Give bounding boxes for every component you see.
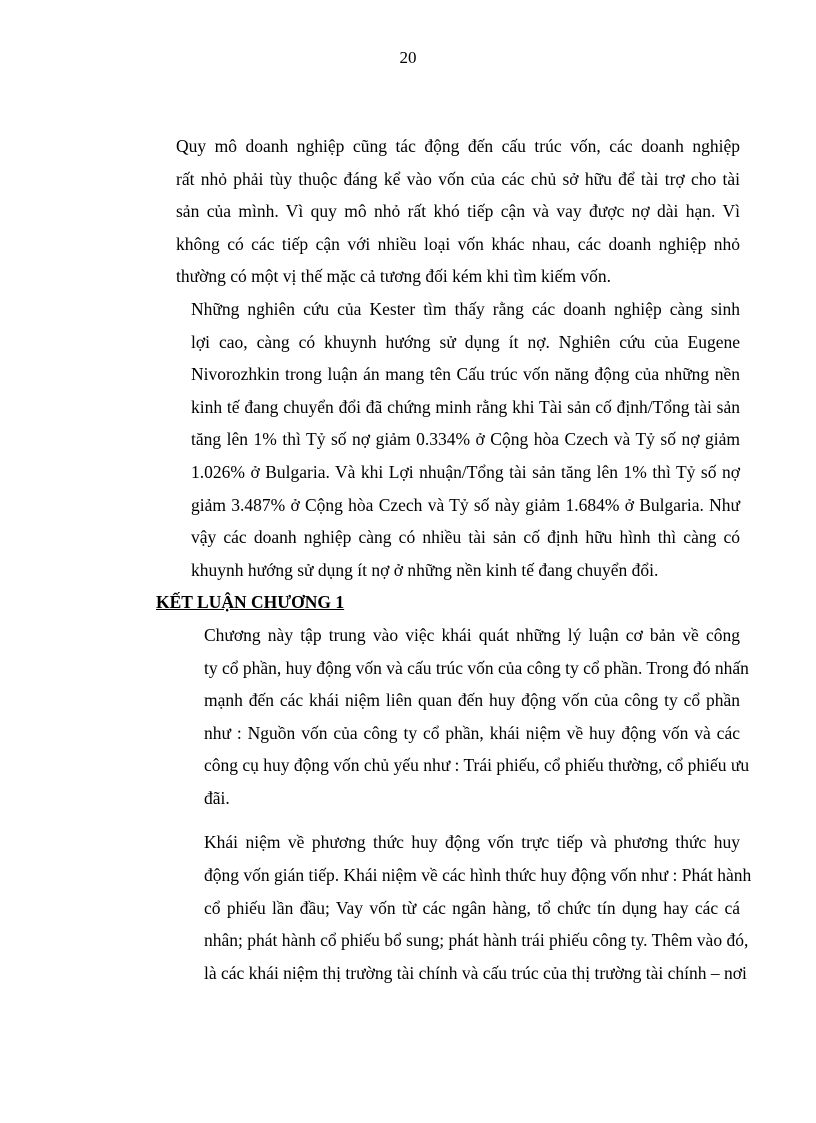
- paragraph-chapter-summary: [156, 619, 750, 815]
- text-line: tăng lên 1% thì Tỷ số nợ giảm 0.334% ở Cộng hòa Czech và Tỷ số nợ giảm: [191, 429, 740, 450]
- text-line: sản của mình. Vì quy mô nhỏ rất khó tiếp cận và vay được nợ dài hạn. Vì: [176, 201, 740, 222]
- text-line: đãi.: [204, 787, 230, 808]
- paragraph-mobilization-methods: [156, 826, 752, 989]
- text-line: nhân; phát hành cổ phiếu bổ sung; phát hành trái phiếu công ty. Thêm vào đó,: [204, 930, 749, 951]
- text-line: động vốn gián tiếp. Khái niệm về các hình thức huy động vốn như : Phát hành: [204, 865, 752, 886]
- paragraph-company-size: [156, 130, 740, 293]
- text-line: mạnh đến các khái niệm liên quan đến huy động vốn của công ty cổ phần: [204, 690, 740, 711]
- text-line: cổ phiếu lần đầu; Vay vốn từ các ngân hàng, tổ chức tín dụng hay các cá: [204, 897, 740, 918]
- text-line: Quy mô doanh nghiệp cũng tác động đến cấu trúc vốn, các doanh nghiệp: [176, 136, 740, 156]
- document-body: [156, 130, 752, 989]
- text-line: vậy các doanh nghiệp càng có nhiều tài sản cố định hữu hình thì càng có: [191, 527, 740, 548]
- text-line: là các khái niệm thị trường tài chính và cấu trúc của thị trường tài chính – nơi: [204, 962, 747, 983]
- text-line: như : Nguồn vốn của công ty cổ phần, khái niệm về huy động vốn và các: [204, 722, 740, 743]
- text-line: kinh tế đang chuyển đổi đã chứng minh rằng khi Tài sản cố định/Tổng tài sản: [191, 396, 740, 417]
- text-line: giảm 3.487% ở Cộng hòa Czech và Tỷ số này giảm 1.684% ở Bulgaria. Như: [191, 494, 740, 515]
- text-line: thường có một vị thế mặc cả tương đối kém khi tìm kiếm vốn.: [176, 266, 612, 287]
- text-line: lợi cao, càng có khuynh hướng sử dụng ít nợ. Nghiên cứu của Eugene: [191, 331, 740, 352]
- text-line: khuynh hướng sử dụng ít nợ ở những nền kinh tế đang chuyển đổi.: [191, 559, 659, 580]
- text-line: 1.026% ở Bulgaria. Và khi Lợi nhuận/Tổng tài sản tăng lên 1% thì Tỷ số nợ: [191, 461, 740, 482]
- paragraph-kester-research: [156, 293, 740, 586]
- chapter-conclusion-heading: KẾT LUẬN CHƯƠNG 1: [156, 592, 345, 613]
- text-line: Nivorozhkin trong luận án mang tên Cấu trúc vốn năng động của những nền: [191, 364, 740, 385]
- text-line: Chương này tập trung vào việc khái quát những lý luận cơ bản về công: [204, 624, 740, 645]
- page-number: 20: [399, 48, 417, 67]
- text-line: Những nghiên cứu của Kester tìm thấy rằng các doanh nghiệp càng sinh: [191, 298, 740, 319]
- text-line: rất nhỏ phải tùy thuộc đáng kể vào vốn của các chủ sở hữu để tài trợ cho tài: [176, 168, 740, 189]
- text-line: ty cổ phần, huy động vốn và cấu trúc vốn của công ty cổ phần. Trong đó nhấn: [204, 657, 749, 678]
- text-line: Khái niệm về phương thức huy động vốn trực tiếp và phương thức huy: [204, 832, 740, 853]
- text-line: không có các tiếp cận với nhiều loại vốn khác nhau, các doanh nghiệp nhỏ: [176, 233, 740, 254]
- text-line: công cụ huy động vốn chủ yếu như : Trái phiếu, cổ phiếu thường, cổ phiếu ưu: [204, 755, 750, 776]
